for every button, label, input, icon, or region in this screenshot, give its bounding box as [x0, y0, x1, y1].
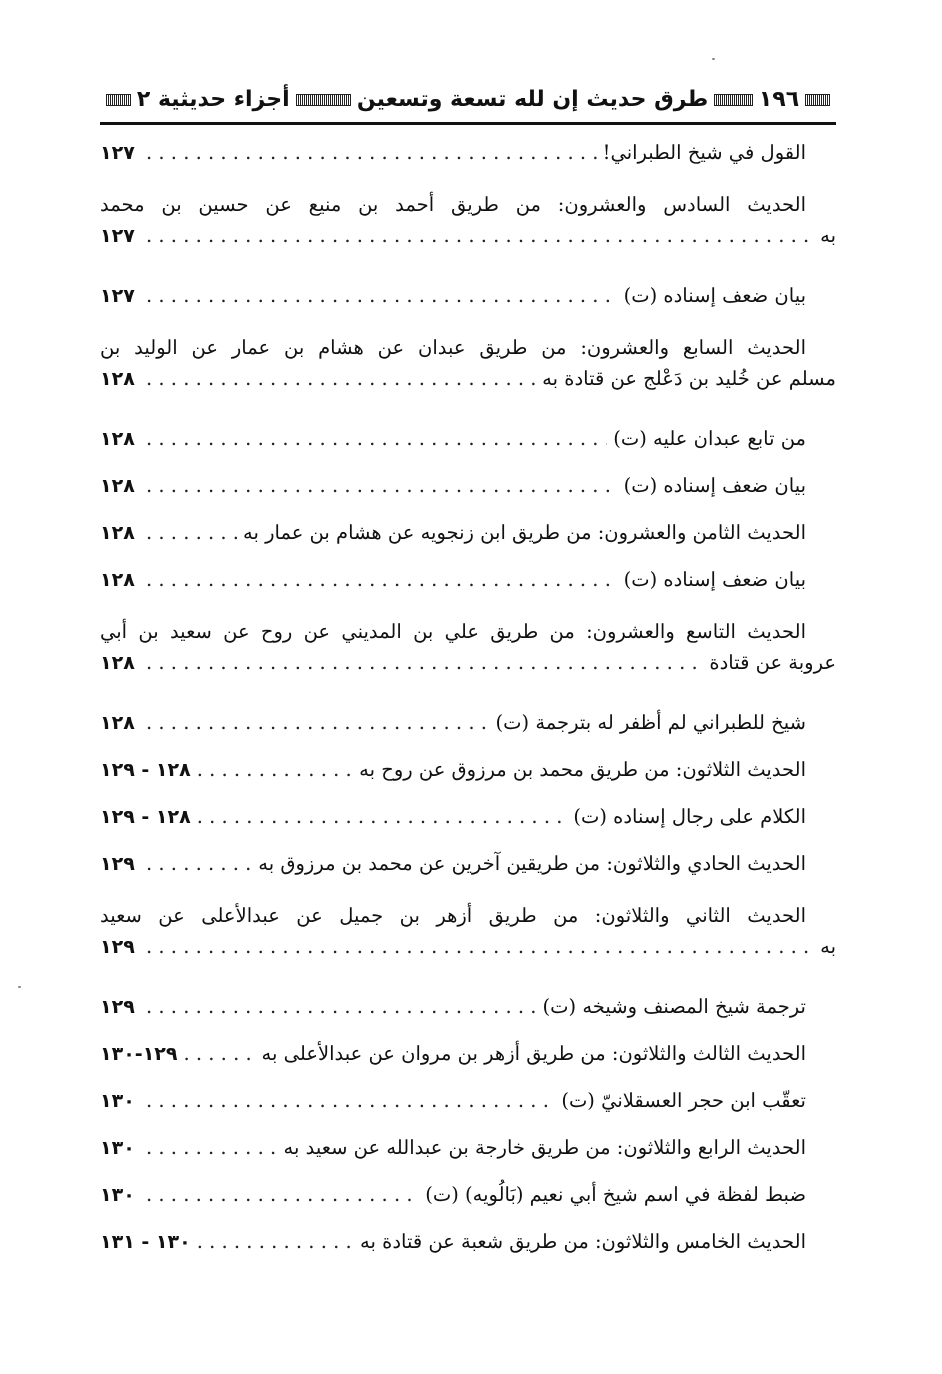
toc-entry-title: الحديث السادس والعشرون: من طريق أحمد بن منيع عن حسين بن محمد: [100, 193, 806, 216]
toc-page-number: ١٢٧: [100, 284, 135, 307]
toc-page-number: ١٢٨: [100, 652, 135, 674]
toc-entry: [100, 556, 836, 603]
toc-entry-title: القول في شيخ الطبراني!: [602, 140, 806, 164]
leader-dots: [146, 284, 618, 308]
scan-speck: [18, 986, 21, 988]
leader-dots: [146, 1089, 555, 1113]
toc-page-number: ١٢٨: [100, 711, 135, 734]
toc-entry-title: بيان ضعف إسناده (ت): [623, 567, 806, 591]
leader-dots: [183, 1042, 255, 1066]
toc-entry-title: الحديث الثلاثون: من طريق محمد بن مرزوق عن روح به: [359, 757, 806, 781]
toc-entry-title-continued: مسلم عن خُليد بن دَعْلج عن قتادة به: [542, 367, 836, 390]
running-header: [100, 80, 836, 125]
leader-dots: [146, 1183, 419, 1207]
toc-page: [100, 80, 836, 1265]
toc-page-number: ١٢٨: [100, 474, 135, 497]
leader-dots: [146, 711, 490, 735]
toc-entry-title: بيان ضعف إسناده (ت): [623, 473, 806, 497]
toc-page-number: ١٢٧: [100, 225, 135, 247]
toc-entry: [100, 1077, 836, 1124]
toc-entry-title: الحديث الثالث والثلاثون: من طريق أزهر بن مروان عن عبدالأعلى به: [261, 1041, 806, 1065]
toc-page-number: ١٢٨ - ١٢٩: [100, 805, 191, 828]
leader-dots: [146, 427, 607, 451]
toc-entry: [100, 319, 836, 415]
toc-page-number: ١٢٧: [100, 141, 135, 164]
leader-dots: [146, 367, 536, 391]
leader-dots: [146, 521, 237, 545]
leader-dots: [146, 1136, 278, 1160]
header-ornament-rule: [296, 94, 351, 106]
leader-dots: [197, 1230, 354, 1254]
toc-entry-title: بيان ضعف إسناده (ت): [623, 283, 806, 307]
toc-entry: [100, 746, 836, 793]
toc-entry-title: الحديث الرابع والثلاثون: من طريق خارجة بن عبدالله عن سعيد به: [283, 1135, 806, 1159]
toc-entry-title: الحديث التاسع والعشرون: من طريق علي بن المديني عن روح عن سعيد بن أبي: [100, 620, 806, 643]
leader-dots: [146, 651, 703, 675]
toc-page-number: ١٢٨: [100, 368, 135, 390]
leader-dots: [146, 568, 618, 592]
toc-page-number: ١٣٠: [100, 1136, 135, 1159]
toc-page-number: ١٣٠ - ١٣١: [100, 1230, 191, 1253]
toc-entry: [100, 129, 836, 176]
leader-dots: [146, 995, 537, 1019]
scan-speck: [712, 58, 715, 60]
header-ornament-rule: [805, 94, 830, 106]
header-book-title: طرق حديث إن لله تسعة وتسعين: [356, 87, 709, 112]
toc-entry: [100, 1171, 836, 1218]
toc-entry: [100, 1124, 836, 1171]
leader-dots: [146, 935, 814, 959]
leader-dots: [146, 852, 252, 876]
toc-entry: [100, 462, 836, 509]
toc-entry-title-continued: عروبة عن قتادة: [709, 651, 836, 674]
toc-entry-title: شيخ للطبراني لم أظفر له بترجمة (ت): [495, 710, 806, 734]
toc-entry-title: من تابع عبدان عليه (ت): [613, 426, 806, 450]
toc-entry-title: الحديث الثاني والثلاثون: من طريق أزهر بن جميل عن عبدالأعلى عن سعيد: [100, 904, 806, 927]
toc-page-number: ١٢٨: [100, 521, 135, 544]
toc-entry-title: الحديث الخامس والثلاثون: من طريق شعبة عن قتادة به: [360, 1229, 806, 1253]
toc-entry: [100, 1030, 836, 1077]
toc-page-number: ١٢٩: [100, 995, 135, 1018]
toc-entry: [100, 509, 836, 556]
header-page-number: ١٩٦: [758, 87, 800, 112]
toc-page-number: ١٢٩: [100, 852, 135, 875]
toc-entry: [100, 272, 836, 319]
leader-dots: [197, 758, 353, 782]
leader-dots: [197, 805, 568, 829]
toc-entry: [100, 840, 836, 887]
toc-entry: [100, 983, 836, 1030]
toc-entry-title: تعقّب ابن حجر العسقلانيّ (ت): [561, 1088, 806, 1112]
toc-entry: [100, 415, 836, 462]
toc-entry: [100, 1218, 836, 1265]
toc-entry: [100, 887, 836, 983]
toc-page-number: ١٢٨: [100, 427, 135, 450]
toc-entry: [100, 603, 836, 699]
toc-entry-title: الحديث الحادي والثلاثون: من طريقين آخرين عن محمد بن مرزوق به: [258, 851, 806, 875]
toc-entry: [100, 793, 836, 840]
toc-page-number: ١٣٠: [100, 1089, 135, 1112]
toc-page-number: ١٢٨: [100, 568, 135, 591]
toc-entry-title-continued: به: [820, 224, 836, 247]
toc-entry-title: الحديث السابع والعشرون: من طريق عبدان عن هشام بن عمار عن الوليد بن: [100, 336, 806, 359]
toc-page-number: ١٣٠: [100, 1183, 135, 1206]
header-ornament-rule: [106, 94, 131, 106]
leader-dots: [146, 474, 618, 498]
toc-entry-title: ترجمة شيخ المصنف وشيخه (ت): [542, 994, 806, 1018]
toc-page-number: ١٢٩: [100, 936, 135, 958]
leader-dots: [146, 224, 814, 248]
leader-dots: [146, 141, 597, 165]
toc-entry-title: الكلام على رجال إسناده (ت): [573, 804, 806, 828]
toc-entry-title: ضبط لفظة في اسم شيخ أبي نعيم (بَالُويه) (ت): [425, 1182, 806, 1206]
toc-entry-title-continued: به: [820, 935, 836, 958]
toc-page-number: ١٢٨ - ١٢٩: [100, 758, 191, 781]
header-ornament-rule: [714, 94, 753, 106]
toc-entry-title: الحديث الثامن والعشرون: من طريق ابن زنجويه عن هشام بن عمار به: [243, 520, 806, 544]
header-series-title: أجزاء حديثية ٢: [136, 87, 290, 112]
table-of-contents: [100, 129, 836, 1265]
toc-entry: [100, 176, 836, 272]
toc-page-number: ١٢٩-١٣٠: [100, 1042, 178, 1065]
toc-entry: [100, 699, 836, 746]
